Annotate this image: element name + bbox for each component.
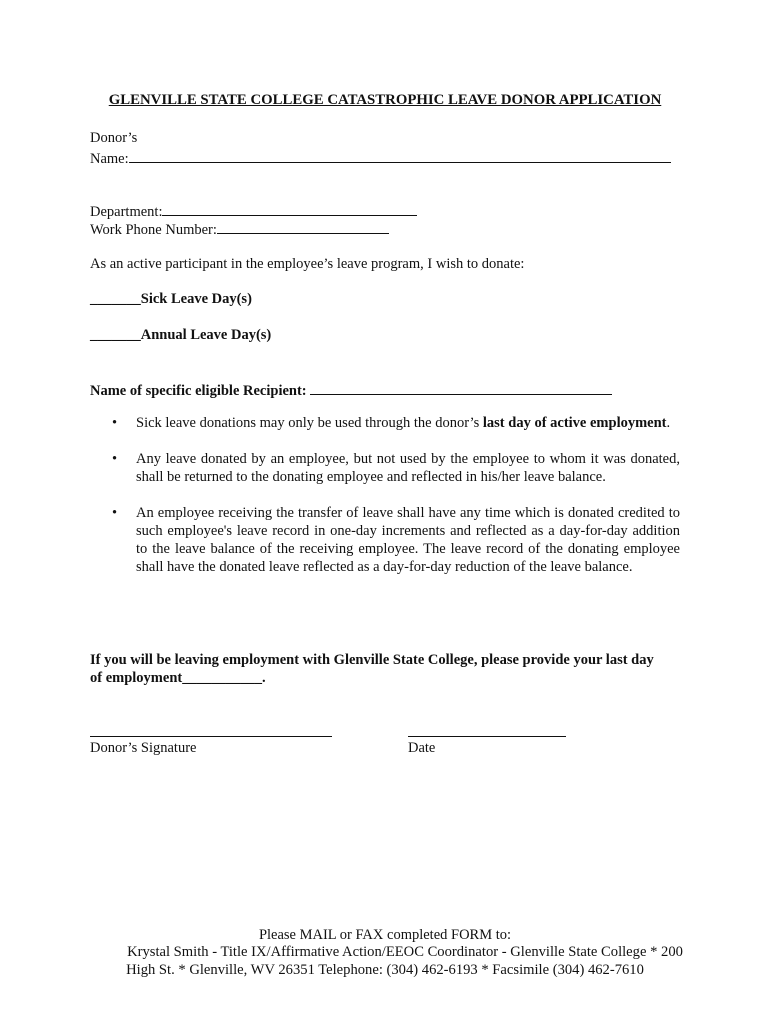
- bullet-bold-text: last day of active employment: [482, 415, 667, 431]
- signature-label: Donor’s Signature: [90, 740, 197, 756]
- recipient-field[interactable]: [90, 380, 612, 400]
- annual-leave-blank[interactable]: _______: [90, 327, 141, 343]
- sick-leave-label: Sick Leave Day(s): [140, 291, 252, 307]
- donor-name-blank[interactable]: [129, 148, 671, 163]
- sick-leave-blank[interactable]: _______: [90, 291, 141, 307]
- rules-list: [110, 414, 680, 594]
- bullet-tail: .: [666, 415, 671, 431]
- date-label: Date: [408, 740, 436, 756]
- signature-line[interactable]: [90, 736, 332, 737]
- donor-name-label-line1: Donor’s: [90, 130, 138, 146]
- recipient-label: Name of specific eligible Recipient:: [90, 383, 307, 399]
- annual-leave-field[interactable]: [90, 327, 271, 344]
- list-item: [110, 450, 680, 486]
- recipient-blank[interactable]: [310, 380, 612, 395]
- last-day-field[interactable]: of employment___________.: [90, 670, 266, 686]
- bullet-dot-icon: •: [112, 415, 118, 431]
- bullet-text: An employee receiving the transfer of leave shall have any time which is donated credited to such employee's leave record in one-day increments and reflected as a day-for-day addition to the leave balance of the receiving employee. The leave record of the donating employee shall have the donated leave reflected as a day-for-day reduction of the leave balance.: [136, 505, 680, 575]
- annual-leave-label: Annual Leave Day(s): [140, 327, 272, 343]
- list-item: [110, 414, 680, 432]
- list-item: [110, 504, 680, 576]
- date-line[interactable]: [408, 736, 566, 737]
- bullet-dot-icon: •: [112, 505, 118, 521]
- donor-name-label: Name:: [90, 151, 129, 167]
- footer-mail-instruction: Please MAIL or FAX completed FORM to:: [258, 927, 512, 943]
- work-phone-blank[interactable]: [217, 219, 389, 234]
- last-day-line1: If you will be leaving employment with Glenville State College, please provide your last day: [90, 652, 654, 668]
- department-label: Department:: [90, 204, 163, 220]
- bullet-dot-icon: •: [112, 451, 118, 467]
- work-phone-field[interactable]: [90, 219, 389, 239]
- footer-contact-line1: Krystal Smith - Title IX/Affirmative Action/EEOC Coordinator - Glenville State College * 200: [127, 944, 683, 960]
- work-phone-label: Work Phone Number:: [90, 222, 217, 238]
- form-title: GLENVILLE STATE COLLEGE CATASTROPHIC LEAVE DONOR APPLICATION: [108, 92, 662, 108]
- department-field[interactable]: [90, 201, 417, 221]
- bullet-text: Sick leave donations may only be used through the donor’s: [136, 415, 483, 431]
- department-blank[interactable]: [162, 201, 417, 216]
- bullet-text: Any leave donated by an employee, but not used by the employee to whom it was donated, shall be returned to the donating employee and reflected in his/her leave balance.: [136, 451, 680, 485]
- intro-text: As an active participant in the employee’s leave program, I wish to donate:: [90, 256, 525, 272]
- donor-name-field[interactable]: [90, 148, 671, 168]
- footer-contact-line2: High St. * Glenville, WV 26351 Telephone: (304) 462-6193 * Facsimile (304) 462-7610: [126, 962, 644, 978]
- sick-leave-field[interactable]: [90, 291, 252, 308]
